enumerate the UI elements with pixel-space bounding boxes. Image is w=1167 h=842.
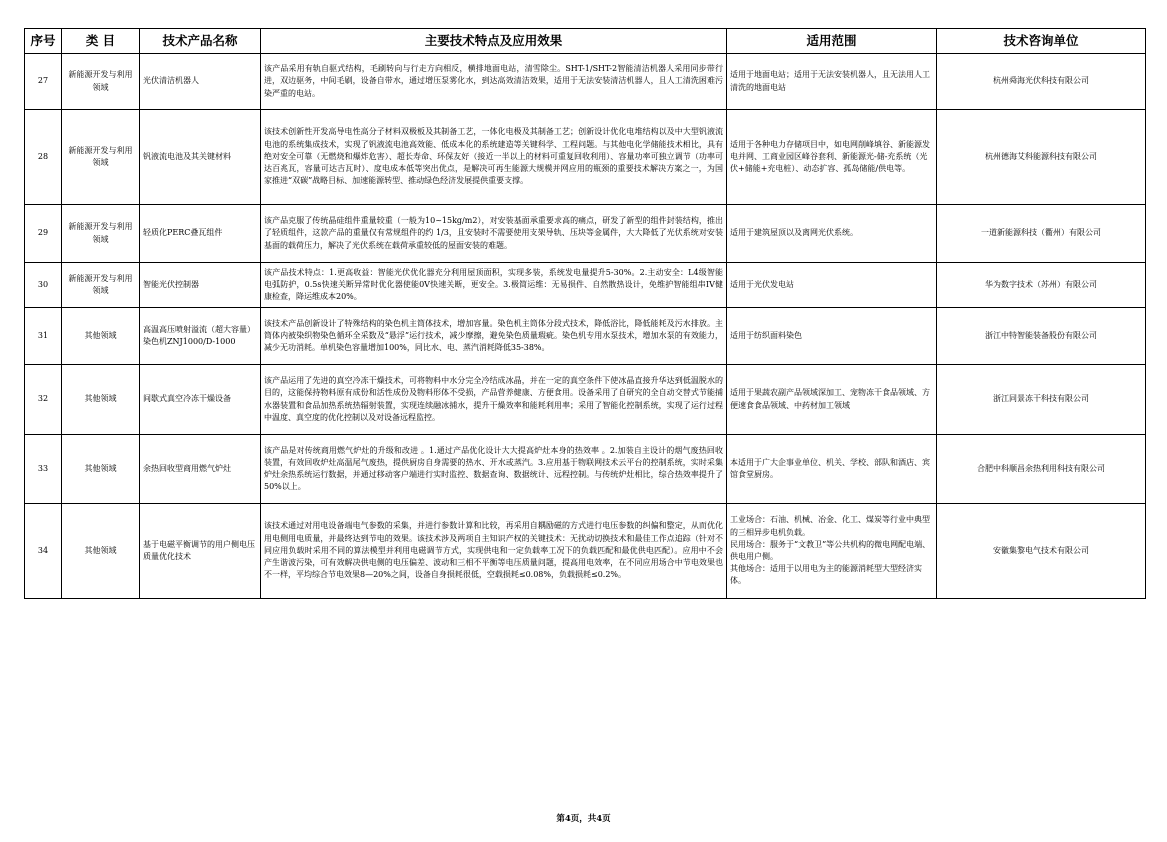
row-consulting-unit: 一道新能源科技（衢州）有限公司 — [937, 205, 1146, 263]
row-product-name: 间歇式真空冷冻干燥设备 — [140, 365, 261, 435]
row-features: 该产品运用了先进的真空冷冻干燥技术，可将物料中水分完全冷结成冰晶，并在一定的真空条件下使冰晶直接升华达到低温脱水的目的，这能保持物料原有成份和活性成份及物料形体不受损，产品营养健康、方便食用。设备采用了自研究的全自动交替式节能捕水器装置和食品加热系统热辐射装置，实现连续融冰捕水，提升干燥效率和能耗利用率；采用了智能化控制系统，实现了运行过程中温度、真空度的优化控制以及对设备远程监控。 — [261, 365, 727, 435]
row-features: 该产品技术特点：1.更高收益：智能光伏优化器充分利用屋顶面积，实现多装，系统发电量提升5-30%。2.主动安全：L4级智能电弧防护，0.5s快速关断异常时优化器使能0V快速关断，更安全。3.极简运维：无易损件、自然散热设计，免维护智能组串IV健康检查，降运维成本20%。 — [261, 263, 727, 308]
row-product-name: 钒液流电池及其关键材料 — [140, 110, 261, 205]
row-category: 新能源开发与利用领域 — [62, 205, 140, 263]
row-scope: 适用于各种电力存储项目中，如电网削峰填谷、新能源发电并网、工商业园区峰谷套利、新能源光-储-充系统（光伏+储能+充电桩）、动态扩容、孤岛储能/供电等。 — [727, 110, 937, 205]
row-product-name: 基于电磁平衡调节的用户侧电压质量优化技术 — [140, 504, 261, 599]
technology-table — [24, 28, 1146, 599]
row-scope: 工业场合：石油、机械、冶金、化工、煤炭等行业中典型的三相异步电机负载。 民用场合：服务于“文教卫”等公共机构的微电网配电端、供电用户侧。 其他场合：适用于以用电为主的能源消耗型大型经济实体。 — [727, 504, 937, 599]
row-features: 该产品采用有轨自驱式结构，毛刷转向与行走方向相反，横排地面电站，清雪除尘。SHT-1/SHT-2智能清洁机器人采用同步带行进，双边驱务，中间毛刷，设备自带水，通过增压泵雾化水，到达高效清洁效果，适用于无法安装清洁机器人，且人工清洗困难污染严重的电站。 — [261, 54, 727, 110]
row-scope: 适用于果蔬农副产品领域深加工、宠物冻干食品领域、方便速食食品领域、中药材加工领域 — [727, 365, 937, 435]
row-consulting-unit: 安徽集黎电气技术有限公司 — [937, 504, 1146, 599]
row-product-name: 高温高压喷射溢流（超大容量）染色机ZNJ1000/D-1000 — [140, 308, 261, 365]
row-features: 该产品是对传统商用燃气炉灶的升级和改进 。1.通过产品优化设计大大提高炉灶本身的热效率 。2.加装自主设计的烟气废热回收装置，有效回收炉灶高温尾气废热，提供厨房自身需要的热水、开水或蒸汽。3.应用基于物联网技术云平台的控制系统，实时采集炉灶余热系统运行数据，并通过移动客户端进行实时监控、数据查询、数据统计、远程控制。与传统炉灶相比，综合热效率提升了50%以上。 — [261, 435, 727, 504]
row-category: 其他领域 — [62, 435, 140, 504]
table-row — [25, 435, 1146, 504]
header-scope: 适用范围 — [727, 29, 937, 54]
header-category: 类 目 — [62, 29, 140, 54]
row-category: 新能源开发与利用领域 — [62, 110, 140, 205]
page-footer: 第4页，共4页 — [556, 814, 611, 824]
row-consulting-unit: 浙江中特智能装备股份有限公司 — [937, 308, 1146, 365]
table-row — [25, 110, 1146, 205]
row-scope: 适用于建筑屋顶以及离网光伏系统。 — [727, 205, 937, 263]
row-consulting-unit: 合肥中科顺昌余热利用科技有限公司 — [937, 435, 1146, 504]
row-category: 新能源开发与利用领域 — [62, 263, 140, 308]
row-product-name: 轻质化PERC叠瓦组件 — [140, 205, 261, 263]
row-scope: 适用于地面电站；适用于无法安装机器人，且无法用人工清洗的地面电站 — [727, 54, 937, 110]
row-consulting-unit: 浙江同景冻干科技有限公司 — [937, 365, 1146, 435]
header-product-name: 技术产品名称 — [140, 29, 261, 54]
row-number: 29 — [25, 205, 62, 263]
row-category: 其他领域 — [62, 308, 140, 365]
table-row — [25, 263, 1146, 308]
row-number: 28 — [25, 110, 62, 205]
row-category: 其他领域 — [62, 365, 140, 435]
row-category: 其他领域 — [62, 504, 140, 599]
row-features: 该产品克服了传统晶硅组件重量较重（一般为10~15kg/m2），对安装基面承重要求高的痛点，研发了新型的组件封装结构，推出了轻质组件，这款产品的重量仅有常规组件的约 1/3，且安装时不需要使用支架导轨、压块等金属件，大大降低了光伏系统对安装基面的载荷压力，解决了光伏系统在载荷承重较低的屋面安装的难题。 — [261, 205, 727, 263]
table-row — [25, 504, 1146, 599]
row-features: 该技术产品创新设计了特殊结构的染色机主筒体技术，增加容量。染色机主筒体分段式技术，降低浴比，降低能耗及污水排放。主筒体内被染织物染色循环全采数及“悬浮”运行技术，减少摩擦，避免染色质量瑕疵。染色机专用水泵技术，增加水泵的有效能力，减少无功消耗。单机染色容量增加100%，同比水、电、蒸汽消耗降低35-38%。 — [261, 308, 727, 365]
row-consulting-unit: 杭州舜海光伏科技有限公司 — [937, 54, 1146, 110]
row-number: 30 — [25, 263, 62, 308]
table-row — [25, 54, 1146, 110]
row-category: 新能源开发与利用领域 — [62, 54, 140, 110]
row-number: 31 — [25, 308, 62, 365]
row-number: 27 — [25, 54, 62, 110]
row-features: 该技术通过对用电设备端电气参数的采集，并进行参数计算和比较，再采用自耦励磁的方式进行电压参数的纠偏和整定，从而优化用电侧用电质量，并最终达到节电的效果。该技术涉及两项自主知识产权的关键技术：无扰动切换技术和最佳工作点追踪（针对不同应用负载时采用不同的算法模型并利用电磁调节方式，实现供电和一定负载率工况下的负载匹配和最优供电匹配）。应用中不会产生谐波污染，可有效解决供电侧的电压偏差、波动和三相不平衡等电压质量问题，提高用电效率，在不同应用场合中节电效果也不一样，平均综合节电效果8—20%之间，设备自身损耗很低，空载损耗≤0.08%，负载损耗≤0.2%。 — [261, 504, 727, 599]
row-product-name: 余热回收型商用燃气炉灶 — [140, 435, 261, 504]
technology-catalog-sheet — [24, 28, 1145, 599]
row-consulting-unit: 杭州德海艾科能源科技有限公司 — [937, 110, 1146, 205]
header-serial-number: 序号 — [25, 29, 62, 54]
row-scope: 适用于纺织面料染色 — [727, 308, 937, 365]
row-product-name: 智能光伏控制器 — [140, 263, 261, 308]
row-scope: 适用于光伏发电站 — [727, 263, 937, 308]
row-product-name: 光伏清洁机器人 — [140, 54, 261, 110]
table-row — [25, 308, 1146, 365]
row-features: 该技术创新性开发高导电性高分子材料双极板及其制备工艺，一体化电极及其制备工艺；创新设计优化电堆结构以及中大型钒液流电池的系统集成技术，实现了钒液流电池高效能、低成本化的系统建造等关键科学、工程问题。与其他电化学储能技术相比，具有绝对安全可靠（无燃烧和爆炸危害）、超长寿命、环保友好（接近一半以上的材料可重复回收利用）、容量功率可独立调节（功率可达百兆瓦，容量可达吉瓦时）、度电成本低等突出优点，是解决可再生能源大规模并网应用的瓶颈的重要技术解决方案之一，为国家推进“双碳”战略目标、加速能源转型、推动绿色经济发展提供重要支撑。 — [261, 110, 727, 205]
header-consulting-unit: 技术咨询单位 — [937, 29, 1146, 54]
header-key-features: 主要技术特点及应用效果 — [261, 29, 727, 54]
row-number: 33 — [25, 435, 62, 504]
row-number: 34 — [25, 504, 62, 599]
table-row — [25, 205, 1146, 263]
row-number: 32 — [25, 365, 62, 435]
row-scope: 本适用于广大企事业单位、机关、学校、部队和酒店、宾馆食堂厨房。 — [727, 435, 937, 504]
row-consulting-unit: 华为数字技术（苏州）有限公司 — [937, 263, 1146, 308]
table-header-row — [25, 29, 1146, 54]
table-row — [25, 365, 1146, 435]
